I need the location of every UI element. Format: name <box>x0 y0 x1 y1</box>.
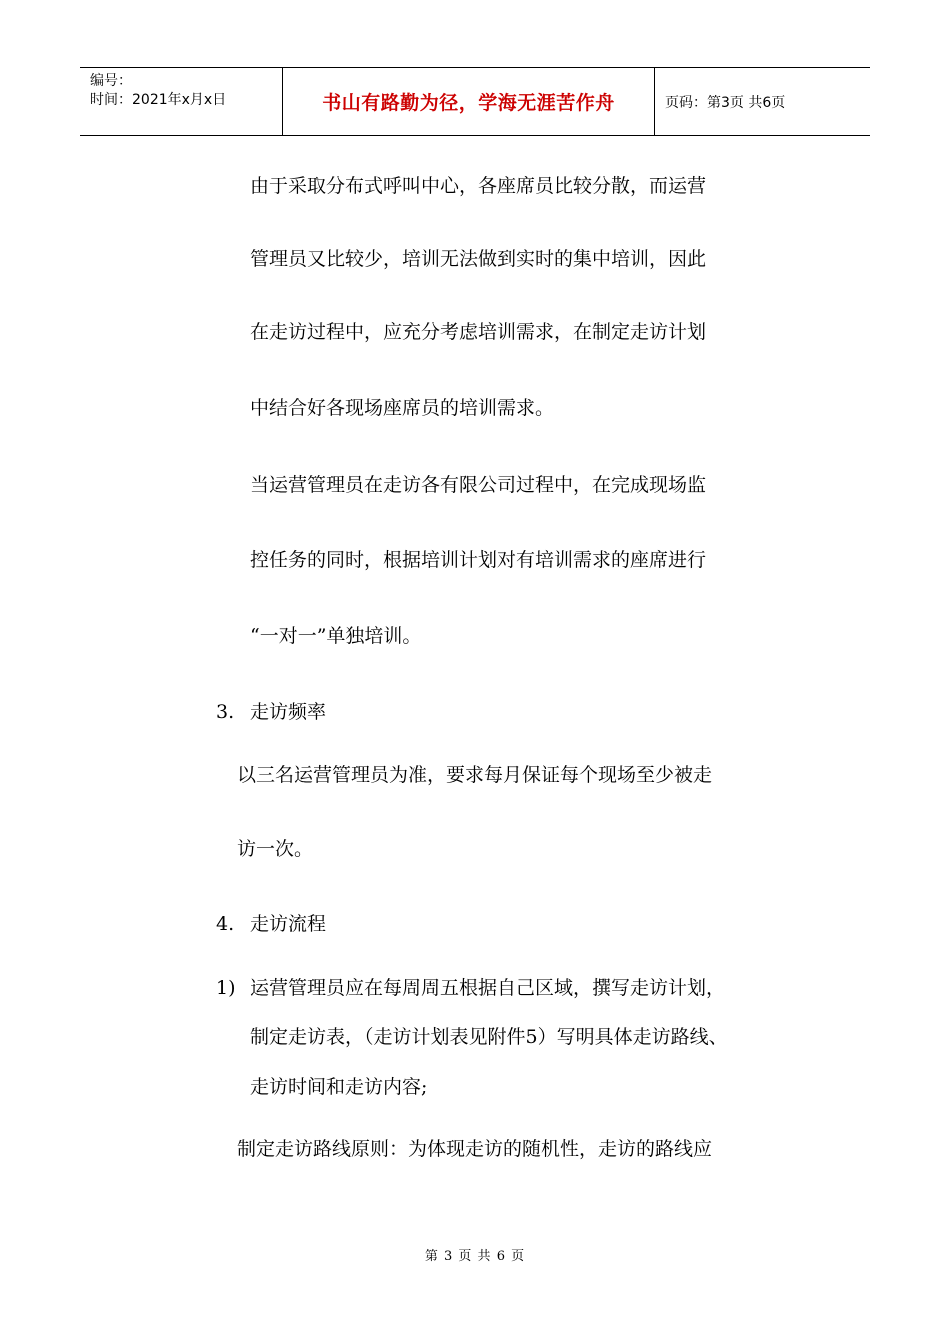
paragraph-line: 制定走访路线原则：为体现走访的随机性，走访的路线应 <box>237 1138 713 1160</box>
list-item-line: 走访时间和走访内容; <box>250 1076 428 1098</box>
paragraph-line: 由于采取分布式呼叫中心，各座席员比较分散，而运营 <box>250 175 707 197</box>
paragraph-line: 在走访过程中，应充分考虑培训需求，在制定走访计划 <box>250 321 707 343</box>
header-meta <box>80 68 283 135</box>
document-time-label: 时间：2021年x月x日 <box>90 92 227 108</box>
section-heading: 走访频率 <box>250 701 327 723</box>
header-motto: 书山有路勤为径，学海无涯苦作舟 <box>283 68 655 135</box>
paragraph-line: 中结合好各现场座席员的培训需求。 <box>250 397 555 419</box>
paragraph-line: 访一次。 <box>237 838 314 860</box>
list-item-line: 运营管理员应在每周周五根据自己区域，撰写走访计划， <box>250 977 726 999</box>
section-number: 3. <box>216 701 235 723</box>
paragraph-line: “一对一”单独培训。 <box>250 625 422 647</box>
paragraph-line: 管理员又比较少，培训无法做到实时的集中培训，因此 <box>250 248 707 270</box>
header-page-info: 页码：第3页 共6页 <box>665 94 786 111</box>
list-item-line: 制定走访表，（走访计划表见附件5）写明具体走访路线、 <box>250 1026 728 1048</box>
section-heading: 走访流程 <box>250 913 327 935</box>
section-number: 4. <box>216 913 235 935</box>
paragraph-line: 控任务的同时，根据培训计划对有培训需求的座席进行 <box>250 549 707 571</box>
document-number-label: 编号： <box>90 73 132 89</box>
list-item-number: 1) <box>216 977 236 999</box>
paragraph-line: 当运营管理员在走访各有限公司过程中，在完成现场监 <box>250 474 707 496</box>
paragraph-line: 以三名运营管理员为准，要求每月保证每个现场至少被走 <box>237 764 713 786</box>
page-header <box>80 67 870 136</box>
page-footer: 第 3 页 共 6 页 <box>424 1249 526 1264</box>
